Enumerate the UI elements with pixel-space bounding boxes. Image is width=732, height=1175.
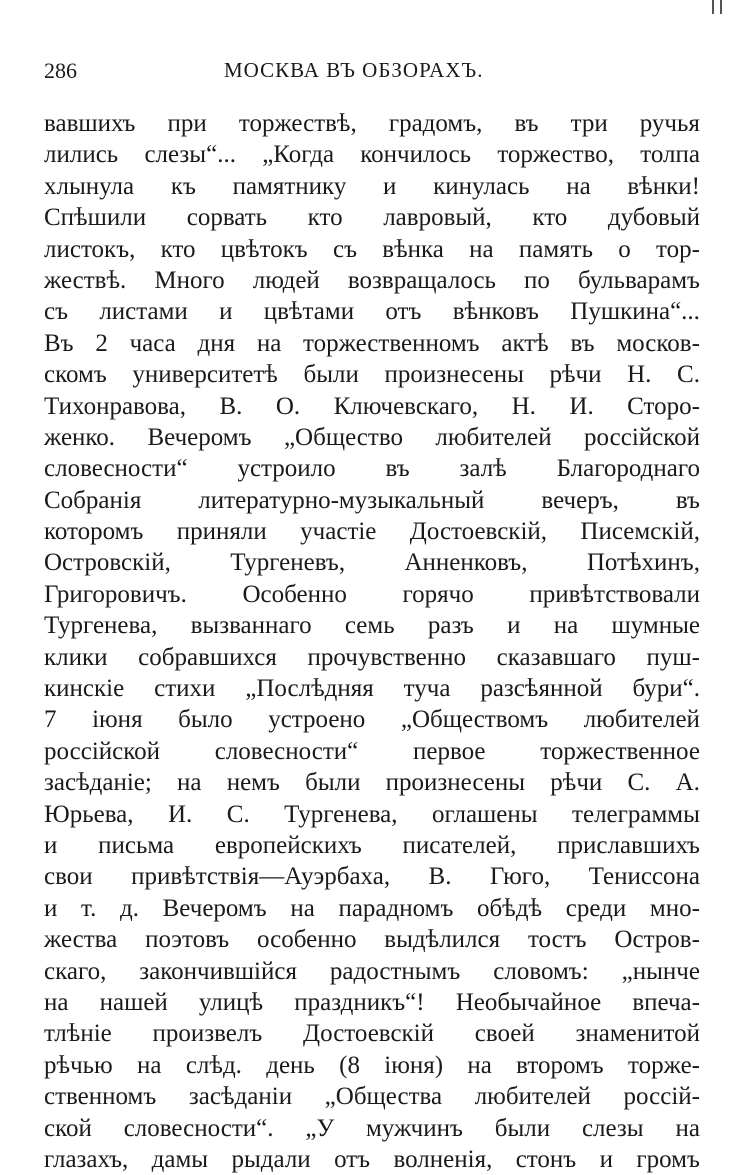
word: торжествѣ, (238, 110, 357, 137)
word: рѣчи (550, 769, 603, 797)
word: особенно (257, 926, 357, 954)
word: бульварамъ (578, 266, 700, 294)
word: устроено (268, 706, 366, 734)
word: рѣчью (44, 1051, 113, 1079)
word: дамы (151, 1145, 209, 1173)
word: выдѣлился (384, 926, 501, 954)
word: Въ (44, 329, 74, 357)
word: съ (44, 298, 69, 326)
word: прочувственно (307, 643, 467, 671)
word: (8 (339, 1051, 360, 1079)
word: москов- (616, 329, 700, 357)
word: три (570, 110, 608, 137)
word: дня (197, 329, 236, 357)
word: Юрьева, (44, 800, 134, 828)
word: „Послѣдняя (245, 675, 374, 703)
word: д. (119, 894, 139, 922)
text-line (44, 1050, 700, 1081)
word: на (566, 172, 591, 200)
word: оглашены (431, 800, 538, 828)
word: дубовый (607, 204, 700, 232)
word: Пушкина“... (570, 298, 700, 326)
word: сорвать (186, 204, 268, 232)
text-line (44, 610, 700, 641)
word: были (305, 769, 361, 797)
word: С. (677, 361, 700, 389)
word: вечеръ, (541, 486, 619, 514)
word: мно- (649, 894, 700, 922)
word: и (44, 831, 58, 859)
word: словесности“ (214, 737, 359, 765)
word: толпа (640, 141, 700, 169)
word: разсѣянной (480, 675, 603, 703)
word: С. (627, 769, 651, 797)
word: любителей (435, 423, 552, 451)
text-line (44, 1144, 700, 1175)
text-line (44, 893, 700, 924)
word: Много (154, 266, 225, 294)
word: и (383, 172, 397, 200)
word: устроило (237, 455, 336, 483)
text-line (44, 202, 700, 233)
word: засѣданіе; (44, 769, 152, 797)
word: которомъ (44, 518, 144, 546)
word: среди (565, 894, 627, 922)
word: немъ (226, 769, 280, 797)
word: торжество, (497, 141, 614, 169)
word: Необычайное (455, 988, 602, 1016)
word: Благороднаго (556, 455, 700, 483)
text-line (44, 956, 700, 987)
text-line (44, 642, 700, 673)
word: словесности“. (123, 1114, 274, 1142)
word: Тургеневъ, (230, 549, 346, 577)
word: В. (428, 863, 452, 891)
word: приславшихъ (557, 831, 700, 859)
word: бури“. (632, 675, 700, 703)
text-line (44, 1018, 700, 1049)
word: Ключевскаго, (333, 392, 479, 420)
word: лились (44, 141, 119, 169)
word: на (137, 1051, 162, 1079)
word: вѣнка (382, 235, 444, 263)
word: И. (569, 392, 594, 420)
text-line (44, 1081, 700, 1112)
word: туча (403, 675, 451, 703)
word: произнесены (384, 361, 524, 389)
word: ручья (639, 110, 700, 137)
page-header (44, 58, 692, 88)
word: клики (44, 643, 108, 671)
word: залѣ (459, 455, 507, 483)
word: кто (160, 235, 196, 263)
word: приняли (176, 518, 267, 546)
word: кинскіе (44, 675, 125, 703)
word: привѣтствія—Ауэрбаха, (131, 863, 391, 891)
word: закончившійся (139, 957, 297, 985)
word: Собранія (44, 486, 142, 514)
word: Особенно (242, 580, 347, 608)
word: на (177, 769, 202, 797)
word: 7 (44, 706, 57, 734)
word: стихи (154, 675, 216, 703)
word: т. (81, 894, 97, 922)
word: по (524, 266, 550, 294)
word: волненія, (393, 1145, 493, 1173)
word: пуш- (646, 643, 700, 671)
word: знаменитой (575, 1020, 700, 1048)
word: на (467, 1051, 492, 1079)
word: Сторо- (627, 392, 700, 420)
word: мужчинъ (365, 1114, 463, 1142)
text-line (44, 987, 700, 1018)
word: Тургенева, (284, 800, 398, 828)
word: университетѣ (132, 361, 278, 389)
word: Тургенева, (44, 612, 158, 640)
word: кто (307, 204, 343, 232)
word: „Обществомъ (400, 706, 549, 734)
text-line (44, 1113, 700, 1144)
text-line (44, 359, 700, 390)
word: и (44, 894, 58, 922)
word: Достоевскій (303, 1020, 435, 1048)
word: Писемскій, (580, 518, 700, 546)
word: словесности“ (44, 455, 188, 483)
word: любителей (583, 706, 700, 734)
word: ственномъ (44, 1083, 157, 1111)
word: россій- (623, 1083, 700, 1111)
text-line (44, 391, 700, 422)
text-line (44, 234, 700, 265)
word: къ (170, 172, 196, 200)
word: были (494, 1114, 551, 1142)
word: А. (675, 769, 700, 797)
word: собравшихся (138, 643, 277, 671)
page-edge-mark (712, 0, 722, 14)
word: хлынула (44, 172, 135, 200)
text-line (44, 579, 700, 610)
word: европейскихъ (214, 831, 362, 859)
word: нашей (99, 988, 168, 1016)
word: телеграммы (572, 800, 700, 828)
word: на (290, 894, 315, 922)
word: слѣд. (185, 1051, 242, 1079)
running-title: МОСКВА ВЪ ОБЗОРАХЪ. (224, 58, 484, 82)
word: цвѣтами (263, 298, 355, 326)
word: вызваннаго (190, 612, 312, 640)
text-line (44, 171, 700, 202)
word: Н. (627, 361, 652, 389)
word: стонъ (515, 1145, 577, 1173)
word: „Общества (324, 1083, 443, 1111)
word: Вечеромъ (147, 423, 252, 451)
word: россійской (584, 423, 700, 451)
word: обѣдѣ (477, 894, 543, 922)
word: на (256, 329, 282, 357)
word: въ (675, 486, 700, 514)
word: на (675, 1114, 700, 1142)
word: Тихонравова, (44, 392, 187, 420)
word: первое (413, 737, 486, 765)
word: возвращалось (347, 266, 496, 294)
word: памятнику (232, 172, 347, 200)
word: торжественное (540, 737, 700, 765)
word: Остров- (614, 926, 700, 954)
word: тор- (656, 235, 700, 263)
text-line (44, 296, 700, 327)
word: и (599, 1145, 613, 1173)
word: словомъ: (493, 957, 589, 985)
word: скомъ (44, 361, 107, 389)
word: часа (129, 329, 176, 357)
word: тостъ (527, 926, 587, 954)
word: впеча- (632, 988, 700, 1016)
text-line (44, 328, 700, 359)
word: вѣнки! (627, 172, 700, 200)
body-text (44, 108, 700, 1175)
word: письма (98, 831, 175, 859)
word: сказавшаго (496, 643, 616, 671)
word: при (167, 110, 207, 137)
word: кончилось (360, 141, 472, 169)
word: писателей, (402, 831, 517, 859)
word: праздникъ“! (294, 988, 425, 1016)
word: второмъ (516, 1051, 604, 1079)
word: „Общество (283, 423, 403, 451)
word: О. (275, 392, 301, 420)
word: „Когда (262, 141, 335, 169)
text-line (44, 108, 700, 139)
text-line (44, 861, 700, 892)
word: рыдали (231, 1145, 311, 1173)
text-line (44, 139, 700, 170)
word: Гюго, (489, 863, 551, 891)
word: Потѣхинъ, (586, 549, 700, 577)
word: вѣнковъ (452, 298, 539, 326)
text-line (44, 547, 700, 578)
word: отъ (385, 298, 422, 326)
word: „нынче (621, 957, 700, 985)
text-line (44, 830, 700, 861)
word: вавшихъ (44, 110, 136, 137)
word: Спѣшили (44, 204, 147, 232)
word: Достоевскій, (409, 518, 548, 546)
word: свои (44, 863, 93, 891)
word: тлѣніе (44, 1020, 112, 1048)
text-line (44, 767, 700, 798)
word: парадномъ (338, 894, 454, 922)
word: Анненковъ, (404, 549, 528, 577)
word: своей (474, 1020, 535, 1048)
word: было (178, 706, 233, 734)
word: любителей (474, 1083, 591, 1111)
word: на (469, 235, 494, 263)
word: семь (344, 612, 395, 640)
text-line (44, 704, 700, 735)
word: іюня (92, 706, 143, 734)
word: участіе (300, 518, 377, 546)
word: листокъ, (44, 235, 136, 263)
word: съ (332, 235, 358, 263)
word: Тениссона (588, 863, 700, 891)
page-number: 286 (44, 58, 77, 83)
word: іюня) (384, 1051, 444, 1079)
text-line (44, 422, 700, 453)
word: громъ (636, 1145, 700, 1173)
word: улицѣ (198, 988, 264, 1016)
word: лавровый, (383, 204, 492, 232)
word: актѣ (501, 329, 549, 357)
word: шумные (611, 612, 700, 640)
text-line (44, 673, 700, 704)
word: поэтовъ (145, 926, 230, 954)
word: торже- (628, 1051, 700, 1079)
word: засѣданіи (188, 1083, 293, 1111)
word: литературно-музыкальный (198, 486, 485, 514)
word: отъ (334, 1145, 371, 1173)
word: С. (226, 800, 250, 828)
word: Вечеромъ (162, 894, 267, 922)
word: произнесены (385, 769, 526, 797)
word: жества (44, 926, 118, 954)
word: въ (514, 110, 539, 137)
text-line (44, 799, 700, 830)
word: ской (44, 1114, 92, 1142)
word: градомъ, (388, 110, 483, 137)
word: женко. (44, 423, 116, 451)
word: рѣчи (549, 361, 602, 389)
word: Н. (511, 392, 536, 420)
word: въ (385, 455, 410, 483)
text-line (44, 736, 700, 767)
text-line (44, 924, 700, 955)
word: 2 (95, 329, 108, 357)
word: и (507, 612, 521, 640)
word: Григоровичъ. (44, 580, 187, 608)
word: слезы“... (144, 141, 236, 169)
word: скаго, (44, 957, 107, 985)
word: были (303, 361, 359, 389)
word: горячо (402, 580, 474, 608)
word: В. (219, 392, 243, 420)
word: торжественномъ (303, 329, 480, 357)
word: о (618, 235, 631, 263)
text-line (44, 453, 700, 484)
text-line (44, 485, 700, 516)
word: слезы (581, 1114, 644, 1142)
word: произвелъ (152, 1020, 263, 1048)
word: радостнымъ (329, 957, 461, 985)
word: цвѣтокъ (220, 235, 308, 263)
word: на (44, 988, 69, 1016)
word: на (553, 612, 579, 640)
word: въ (570, 329, 595, 357)
word: россійской (44, 737, 160, 765)
word: „У (305, 1114, 335, 1142)
word: листами (99, 298, 188, 326)
word: разъ (427, 612, 474, 640)
word: память (518, 235, 593, 263)
word: кинулась (433, 172, 530, 200)
word: жествѣ. (44, 266, 127, 294)
word: кто (532, 204, 568, 232)
word: глазахъ, (44, 1145, 129, 1173)
text-line (44, 516, 700, 547)
word: день (266, 1051, 315, 1079)
word: и (219, 298, 233, 326)
word: привѣтствовали (529, 580, 700, 608)
word: Островскій, (44, 549, 171, 577)
word: И. (167, 800, 193, 828)
word: людей (252, 266, 320, 294)
text-line (44, 265, 700, 296)
